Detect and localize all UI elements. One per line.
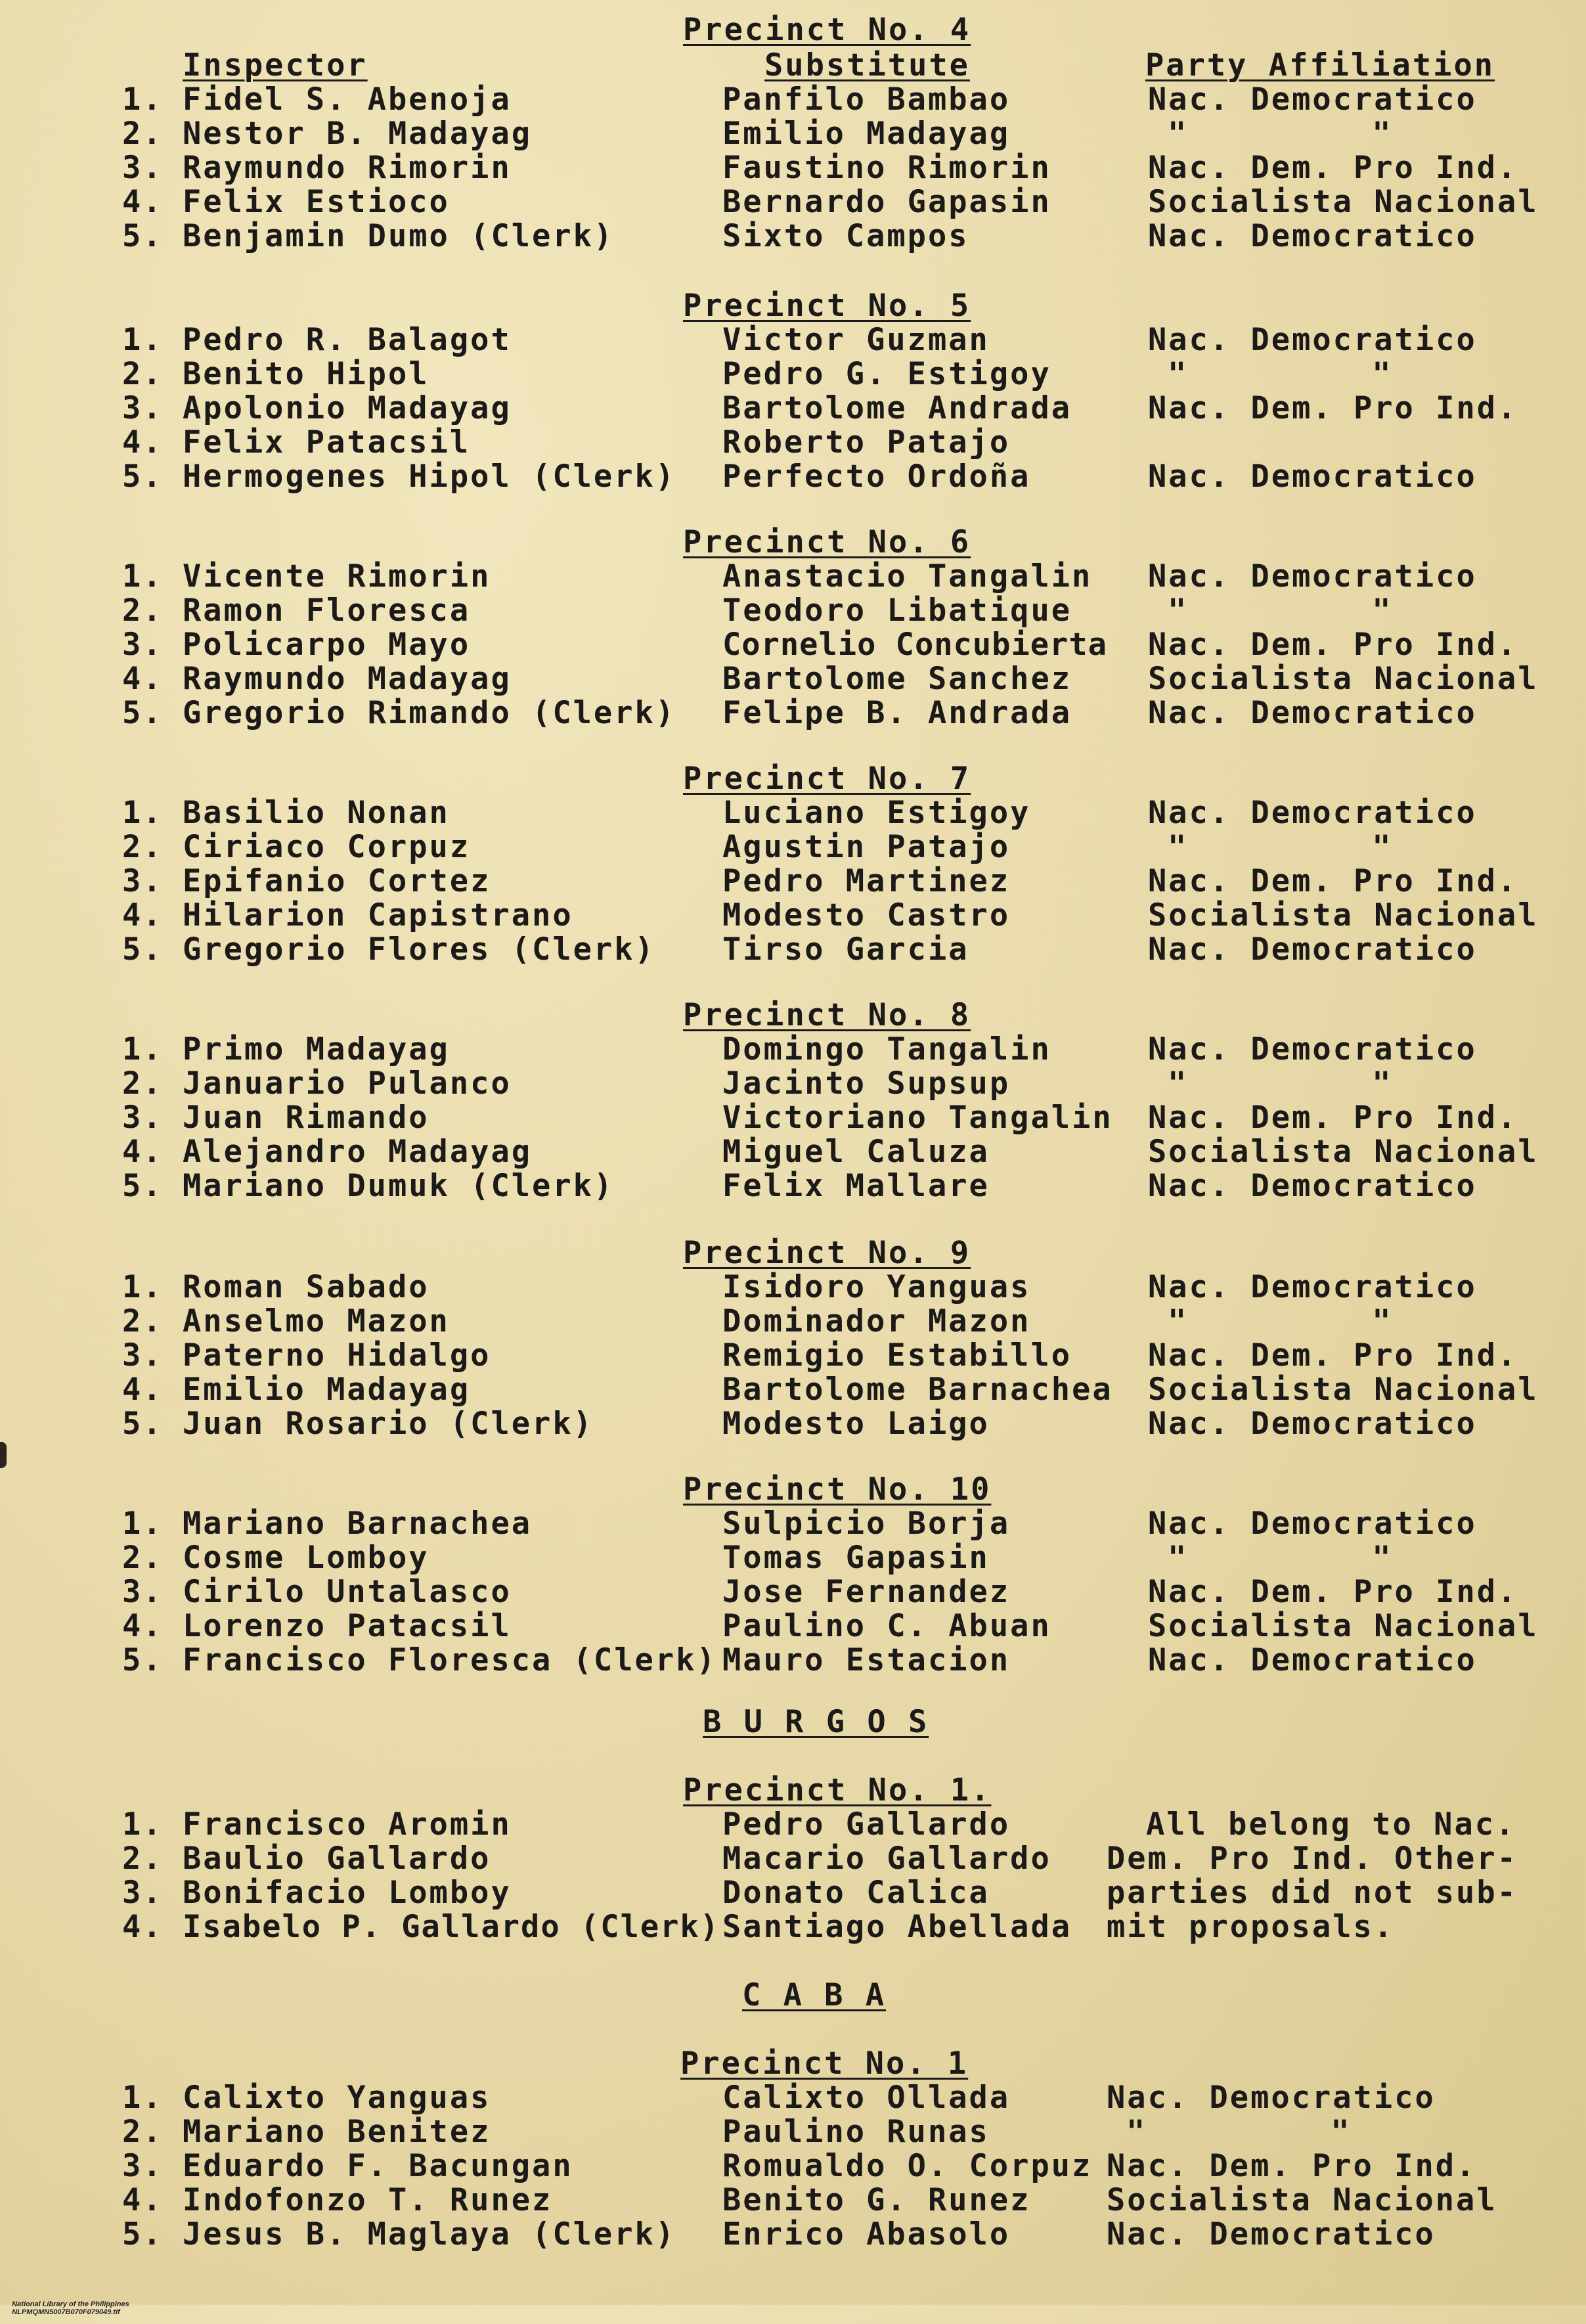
party-affiliation: Nac. Democratico — [1148, 795, 1477, 831]
substitute-name: Victoriano Tangalin — [722, 1100, 1113, 1136]
paper-edge-mark — [0, 1442, 7, 1468]
party-affiliation-ditto: " " — [1168, 592, 1391, 629]
inspector-name: Cirilo Untalasco — [183, 1574, 512, 1610]
party-affiliation-ditto: " " — [1168, 116, 1391, 152]
substitute-name: Remigio Estabillo — [722, 1337, 1072, 1374]
substitute-name: Roberto Patajo — [722, 424, 1011, 460]
row-number: 3. — [122, 1100, 164, 1136]
party-affiliation: Socialista Nacional — [1148, 897, 1539, 933]
inspector-name: Mariano Dumuk (Clerk) — [183, 1168, 615, 1204]
library-credit: National Library of the Philippines — [12, 2300, 129, 2308]
row-number: 2. — [122, 592, 164, 629]
inspector-name: Juan Rosario (Clerk) — [183, 1406, 594, 1442]
inspector-name: Isabelo P. Gallardo (Clerk) — [183, 1909, 720, 1945]
row-number: 3. — [122, 627, 164, 663]
substitute-name: Modesto Laigo — [722, 1406, 990, 1442]
inspector-name: Gregorio Rimando (Clerk) — [183, 695, 676, 731]
inspector-name: Hermogenes Hipol (Clerk) — [183, 458, 676, 495]
party-affiliation: Nac. Democratico — [1148, 1168, 1477, 1204]
header-substitute: Substitute — [764, 47, 970, 83]
party-affiliation-ditto: " " — [1168, 829, 1391, 865]
inspector-name: Primo Madayag — [183, 1031, 450, 1067]
row-number: 3. — [122, 390, 164, 426]
inspector-name: Felix Estioco — [183, 184, 450, 220]
party-affiliation: Nac. Democratico — [1148, 1269, 1477, 1305]
party-affiliation-ditto: " " — [1168, 356, 1391, 392]
party-affiliation: Nac. Dem. Pro Ind. — [1148, 150, 1518, 186]
inspector-name: Policarpo Mayo — [183, 627, 471, 663]
row-number: 1. — [122, 1269, 164, 1305]
substitute-name: Emilio Madayag — [722, 116, 1011, 152]
party-affiliation-ditto: " " — [1126, 2114, 1350, 2150]
substitute-name: Sulpicio Borja — [722, 1506, 1011, 1542]
party-affiliation: Socialista Nacional — [1148, 1372, 1539, 1408]
row-number: 3. — [122, 863, 164, 899]
precinct-4-title: Precinct No. 4 — [683, 12, 971, 48]
row-number: 1. — [122, 1506, 164, 1542]
inspector-name: Emilio Madayag — [183, 1372, 471, 1408]
inspector-name: Hilarion Capistrano — [183, 897, 573, 933]
inspector-name: Raymundo Rimorin — [183, 150, 512, 186]
party-affiliation: Nac. Dem. Pro Ind. — [1148, 390, 1518, 426]
header-party-affiliation: Party Affiliation — [1145, 47, 1495, 83]
municipality-burgos: B U R G O S — [703, 1704, 929, 1740]
inspector-name: Benjamin Dumo (Clerk) — [183, 218, 615, 254]
substitute-name: Tomas Gapasin — [722, 1540, 990, 1576]
party-affiliation: Nac. Democratico — [1148, 218, 1477, 254]
inspector-name: Baulio Gallardo — [183, 1841, 491, 1877]
row-number: 4. — [122, 661, 164, 697]
row-number: 2. — [122, 356, 164, 392]
substitute-name: Teodoro Libatique — [722, 592, 1072, 629]
party-affiliation: Nac. Dem. Pro Ind. — [1148, 627, 1518, 663]
inspector-name: Benito Hipol — [183, 356, 430, 392]
row-number: 3. — [122, 2148, 164, 2184]
row-number: 1. — [122, 795, 164, 831]
row-number: 1. — [122, 2080, 164, 2116]
party-affiliation: Nac. Democratico — [1148, 558, 1477, 594]
party-affiliation: Socialista Nacional — [1107, 2182, 1497, 2218]
row-number: 1. — [122, 558, 164, 594]
substitute-name: Isidoro Yanguas — [722, 1269, 1031, 1305]
substitute-name: Mauro Estacion — [722, 1642, 1011, 1678]
row-number: 1. — [122, 1806, 164, 1843]
row-number: 4. — [122, 1372, 164, 1408]
precinct-8-title: Precinct No. 8 — [683, 997, 971, 1033]
substitute-name: Santiago Abellada — [722, 1909, 1072, 1945]
substitute-name: Bernardo Gapasin — [722, 184, 1051, 220]
row-number: 1. — [122, 1031, 164, 1067]
row-number: 2. — [122, 1303, 164, 1339]
row-number: 1. — [122, 81, 164, 118]
burgos-note-line: Dem. Pro Ind. Other- — [1107, 1841, 1518, 1877]
inspector-name: Lorenzo Patacsil — [183, 1608, 512, 1644]
substitute-name: Modesto Castro — [722, 897, 1011, 933]
party-affiliation: Nac. Democratico — [1148, 695, 1477, 731]
inspector-name: Ramon Floresca — [183, 592, 471, 629]
party-affiliation-ditto: " " — [1168, 1303, 1391, 1339]
party-affiliation: Nac. Democratico — [1148, 931, 1477, 968]
party-affiliation: Nac. Democratico — [1148, 81, 1477, 118]
substitute-name: Pedro Martinez — [722, 863, 1011, 899]
row-number: 5. — [122, 218, 164, 254]
substitute-name: Anastacio Tangalin — [722, 558, 1093, 594]
inspector-name: Epifanio Cortez — [183, 863, 491, 899]
inspector-name: Juan Rimando — [183, 1100, 430, 1136]
row-number: 3. — [122, 1337, 164, 1374]
substitute-name: Paulino C. Abuan — [722, 1608, 1051, 1644]
row-number: 2. — [122, 829, 164, 865]
row-number: 3. — [122, 150, 164, 186]
inspector-name: Vicente Rimorin — [183, 558, 491, 594]
inspector-name: Alejandro Madayag — [183, 1134, 533, 1170]
party-affiliation: Nac. Democratico — [1148, 458, 1477, 495]
substitute-name: Faustino Rimorin — [722, 150, 1051, 186]
substitute-name: Enrico Abasolo — [722, 2216, 1011, 2252]
inspector-name: Anselmo Mazon — [183, 1303, 450, 1339]
party-affiliation: Nac. Dem. Pro Ind. — [1148, 1574, 1518, 1610]
inspector-name: Indofonzo T. Runez — [183, 2182, 553, 2218]
substitute-name: Donato Calica — [722, 1875, 990, 1911]
substitute-name: Bartolome Sanchez — [722, 661, 1072, 697]
precinct-7-title: Precinct No. 7 — [683, 761, 971, 797]
inspector-name: Basilio Nonan — [183, 795, 450, 831]
precinct-10-title: Precinct No. 10 — [683, 1471, 992, 1508]
burgos-note-line: All belong to Nac. — [1146, 1806, 1516, 1843]
party-affiliation: Nac. Democratico — [1107, 2216, 1436, 2252]
substitute-name: Miguel Caluza — [722, 1134, 990, 1170]
row-number: 5. — [122, 1406, 164, 1442]
party-affiliation: Socialista Nacional — [1148, 184, 1539, 220]
substitute-name: Calixto Ollada — [722, 2080, 1011, 2116]
party-affiliation: Socialista Nacional — [1148, 1134, 1539, 1170]
inspector-name: Ciriaco Corpuz — [183, 829, 471, 865]
row-number: 2. — [122, 1065, 164, 1102]
substitute-name: Paulino Runas — [722, 2114, 990, 2150]
substitute-name: Jacinto Supsup — [722, 1065, 1011, 1102]
substitute-name: Perfecto Ordoña — [722, 458, 1031, 495]
precinct-9-title: Precinct No. 9 — [683, 1235, 971, 1271]
inspector-name: Mariano Benitez — [183, 2114, 491, 2150]
inspector-name: Calixto Yanguas — [183, 2080, 491, 2116]
party-affiliation-ditto: " " — [1168, 1540, 1391, 1576]
substitute-name: Victor Guzman — [722, 322, 990, 358]
row-number: 2. — [122, 1841, 164, 1877]
substitute-name: Felipe B. Andrada — [722, 695, 1072, 731]
substitute-name: Cornelio Concubierta — [722, 627, 1107, 663]
inspector-name: Felix Patacsil — [183, 424, 471, 460]
inspector-name: Gregorio Flores (Clerk) — [183, 931, 655, 968]
burgos-precinct-1-title: Precinct No. 1. — [683, 1772, 992, 1808]
inspector-name: Raymundo Madayag — [183, 661, 512, 697]
party-affiliation: Nac. Democratico — [1148, 322, 1477, 358]
row-number: 5. — [122, 2216, 164, 2252]
substitute-name: Felix Mallare — [722, 1168, 990, 1204]
substitute-name: Bartolome Andrada — [722, 390, 1072, 426]
substitute-name: Domingo Tangalin — [722, 1031, 1051, 1067]
party-affiliation: Nac. Democratico — [1148, 1642, 1477, 1678]
caba-precinct-1-title: Precinct No. 1 — [680, 2045, 969, 2082]
party-affiliation: Nac. Democratico — [1148, 1031, 1477, 1067]
row-number: 4. — [122, 1134, 164, 1170]
substitute-name: Agustin Patajo — [722, 829, 1011, 865]
substitute-name: Pedro Gallardo — [722, 1806, 1011, 1843]
row-number: 4. — [122, 1909, 164, 1945]
scan-footer — [4, 2292, 148, 2324]
substitute-name: Macario Gallardo — [722, 1841, 1051, 1877]
substitute-name: Pedro G. Estigoy — [722, 356, 1051, 392]
inspector-name: Pedro R. Balagot — [183, 322, 512, 358]
row-number: 5. — [122, 695, 164, 731]
municipality-caba: C A B A — [742, 1977, 887, 2013]
substitute-name: Benito G. Runez — [722, 2182, 1031, 2218]
burgos-note-line: mit proposals. — [1107, 1909, 1395, 1945]
header-inspector: Inspector — [183, 47, 368, 83]
inspector-name: Apolonio Madayag — [183, 390, 512, 426]
inspector-name: Francisco Aromin — [183, 1806, 512, 1843]
party-affiliation: Nac. Dem. Pro Ind. — [1148, 1100, 1518, 1136]
party-affiliation: Nac. Dem. Pro Ind. — [1107, 2148, 1477, 2184]
row-number: 3. — [122, 1875, 164, 1911]
inspector-name: Eduardo F. Bacungan — [183, 2148, 573, 2184]
row-number: 5. — [122, 1642, 164, 1678]
substitute-name: Dominador Mazon — [722, 1303, 1031, 1339]
party-affiliation: Nac. Democratico — [1148, 1406, 1477, 1442]
burgos-note-line: parties did not sub- — [1107, 1875, 1518, 1911]
row-number: 5. — [122, 931, 164, 968]
party-affiliation: Nac. Democratico — [1107, 2080, 1436, 2116]
row-number: 4. — [122, 2182, 164, 2218]
party-affiliation: Nac. Dem. Pro Ind. — [1148, 1337, 1518, 1374]
party-affiliation: Nac. Dem. Pro Ind. — [1148, 863, 1518, 899]
party-affiliation: Socialista Nacional — [1148, 661, 1539, 697]
party-affiliation: Socialista Nacional — [1148, 1608, 1539, 1644]
inspector-name: Paterno Hidalgo — [183, 1337, 491, 1374]
row-number: 1. — [122, 322, 164, 358]
inspector-name: Bonifacio Lomboy — [183, 1875, 512, 1911]
precinct-5-title: Precinct No. 5 — [683, 288, 971, 324]
row-number: 4. — [122, 424, 164, 460]
substitute-name: Luciano Estigoy — [722, 795, 1031, 831]
file-reference: NLPMQMN5007B070F079049.tif — [12, 2308, 120, 2316]
inspector-name: Nestor B. Madayag — [183, 116, 533, 152]
row-number: 4. — [122, 184, 164, 220]
substitute-name: Tirso Garcia — [722, 931, 969, 968]
row-number: 2. — [122, 116, 164, 152]
inspector-name: Januario Pulanco — [183, 1065, 512, 1102]
inspector-name: Fidel S. Abenoja — [183, 81, 512, 118]
inspector-name: Mariano Barnachea — [183, 1506, 533, 1542]
substitute-name: Jose Fernandez — [722, 1574, 1011, 1610]
substitute-name: Panfilo Bambao — [722, 81, 1011, 118]
substitute-name: Bartolome Barnachea — [722, 1372, 1113, 1408]
inspector-name: Cosme Lomboy — [183, 1540, 430, 1576]
substitute-name: Sixto Campos — [722, 218, 969, 254]
party-affiliation: Nac. Democratico — [1148, 1506, 1477, 1542]
row-number: 4. — [122, 1608, 164, 1644]
inspector-name: Francisco Floresca (Clerk) — [183, 1642, 717, 1678]
row-number: 5. — [122, 1168, 164, 1204]
row-number: 2. — [122, 1540, 164, 1576]
precinct-6-title: Precinct No. 6 — [683, 524, 971, 560]
row-number: 5. — [122, 458, 164, 495]
inspector-name: Jesus B. Maglaya (Clerk) — [183, 2216, 676, 2252]
substitute-name: Romualdo O. Corpuz — [722, 2148, 1093, 2184]
row-number: 4. — [122, 897, 164, 933]
inspector-name: Roman Sabado — [183, 1269, 430, 1305]
row-number: 2. — [122, 2114, 164, 2150]
row-number: 3. — [122, 1574, 164, 1610]
party-affiliation-ditto: " " — [1168, 1065, 1391, 1102]
